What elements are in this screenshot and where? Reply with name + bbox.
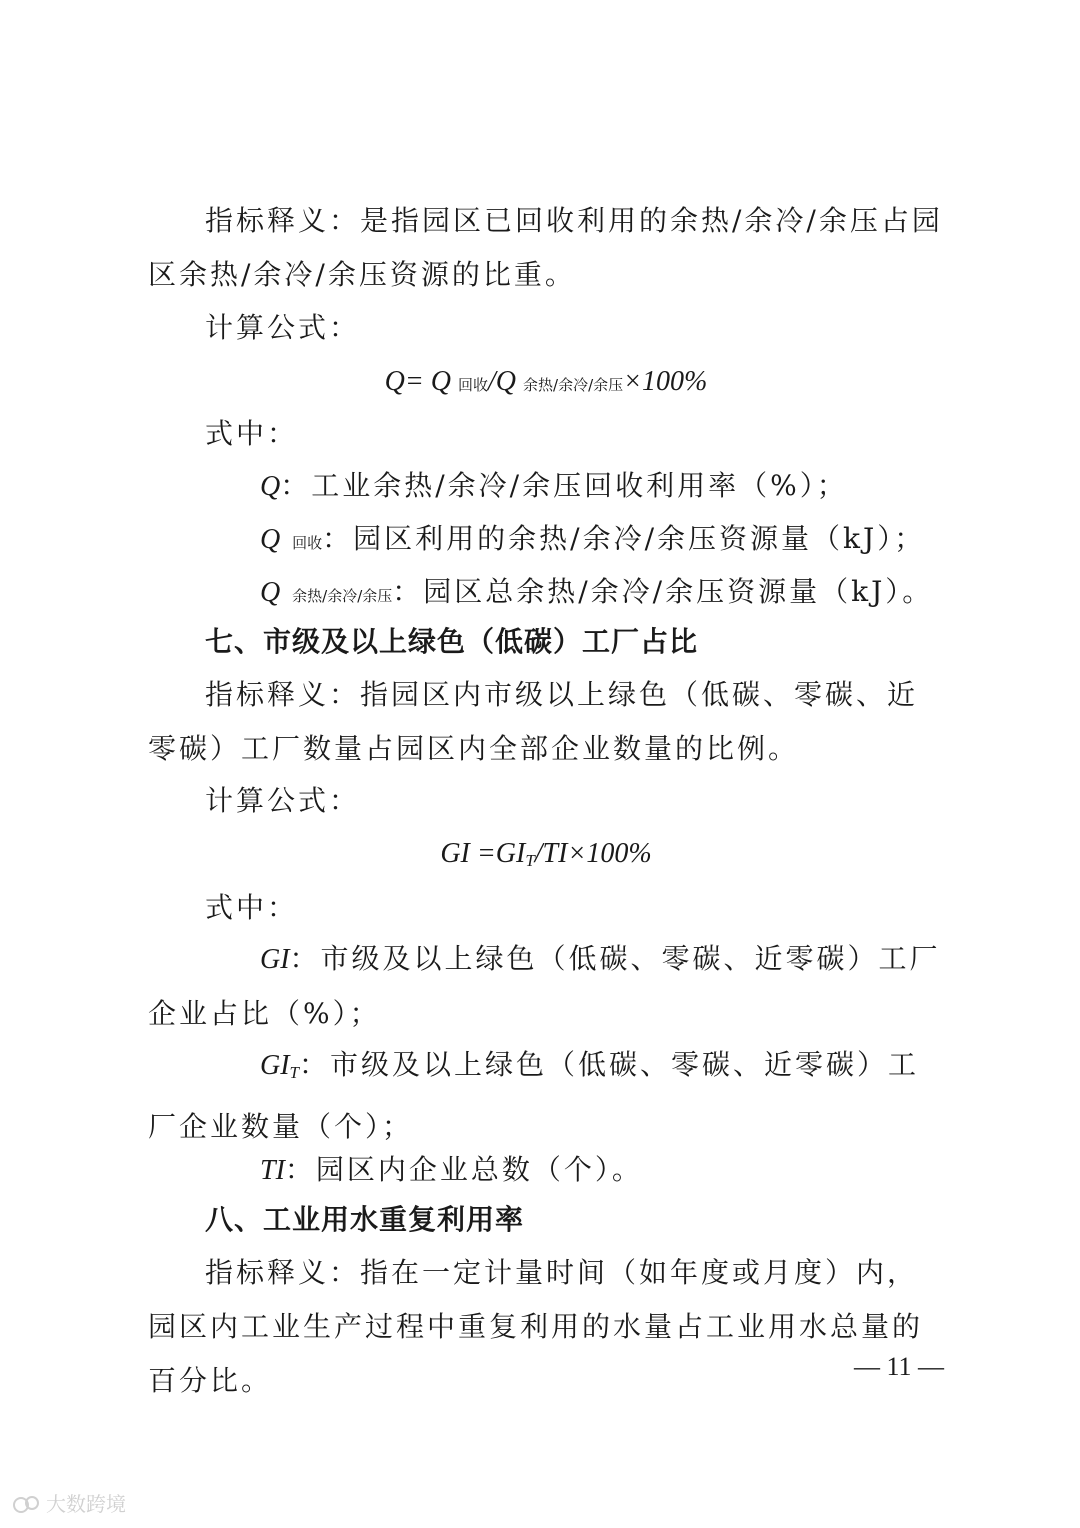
- var-desc: ：园区总余热/余冷/余压资源量（kJ）。: [392, 575, 934, 608]
- section8-definition: 指标释义：指在一定计量时间（如年度或月度）内，园区内工业生产过程中重复利用的水量占工业用水总量的百分比。: [148, 1256, 924, 1397]
- formula-lhs: GI: [440, 838, 470, 869]
- formula-sub-t: T: [525, 851, 535, 870]
- formula-tail: ×100%: [623, 366, 708, 397]
- page-number: — 11 —: [853, 1352, 944, 1381]
- var-desc: ：园区内企业总数（个）。: [284, 1153, 643, 1186]
- var-desc: ：园区利用的余热/余冷/余压资源量（kJ）；: [322, 522, 926, 555]
- var-desc: ：市级及以上绿色（低碳、零碳、近零碳）工厂企业数量（个）；: [148, 1048, 920, 1143]
- section6-var-q-total: [148, 572, 1056, 616]
- watermark-logo-icon: [12, 1494, 42, 1514]
- var-symbol: GI: [260, 1050, 290, 1081]
- var-symbol: Q: [260, 524, 281, 555]
- section7-var-gi: [148, 932, 944, 1041]
- section6-definition: 指标释义：是指园区已回收利用的余热/余冷/余压占园区余热/余冷/余压资源的比重。: [148, 204, 943, 291]
- formula-slash: /: [488, 366, 496, 397]
- section6-formula-label: 计算公式：: [205, 311, 361, 344]
- section7-formula-label: 计算公式：: [205, 784, 361, 817]
- var-desc: ：工业余热/余冷/余压回收利用率（%）；: [280, 469, 848, 502]
- watermark-text: 大数跨境: [46, 1492, 126, 1516]
- var-sub: 余热/余冷/余压: [292, 587, 393, 605]
- formula-rest: /TI×100%: [534, 838, 652, 869]
- section7-definition: 指标释义：指园区内市级以上绿色（低碳、零碳、近零碳）工厂数量占园区内全部企业数量的比例。: [148, 678, 919, 765]
- section7-var-ti: [148, 1150, 1056, 1191]
- section7-var-git: [148, 1038, 944, 1154]
- section6-where-label: 式中：: [205, 417, 299, 450]
- var-symbol: Q: [260, 577, 281, 608]
- formula-q: Q: [384, 366, 405, 397]
- section6-var-q: [148, 466, 1056, 507]
- var-sub: 回收: [292, 534, 323, 552]
- formula-sub-recover: 回收: [458, 376, 489, 394]
- formula-q-recover: Q: [430, 366, 451, 397]
- formula-eq: =: [469, 838, 496, 869]
- section6-var-q-recover: [148, 519, 1056, 563]
- section7-where-label: 式中：: [205, 891, 299, 924]
- var-symbol: TI: [260, 1155, 285, 1186]
- section6-formula: [148, 362, 944, 405]
- formula-sub-total: 余热/余冷/余压: [523, 376, 624, 394]
- section7-heading: 七、市级及以上绿色（低碳）工厂占比: [205, 625, 699, 658]
- formula-q-total: Q: [495, 366, 517, 397]
- var-symbol: GI: [260, 944, 290, 975]
- var-sub: T: [289, 1063, 300, 1082]
- var-symbol: Q: [260, 471, 281, 502]
- section7-formula: [148, 834, 944, 881]
- section8-heading: 八、工业用水重复利用率: [205, 1203, 525, 1236]
- formula-gi: GI: [495, 838, 526, 869]
- formula-eq: =: [404, 366, 424, 397]
- watermark: [12, 1488, 126, 1517]
- var-desc: ：市级及以上绿色（低碳、零碳、近零碳）工厂企业占比（%）；: [148, 942, 941, 1030]
